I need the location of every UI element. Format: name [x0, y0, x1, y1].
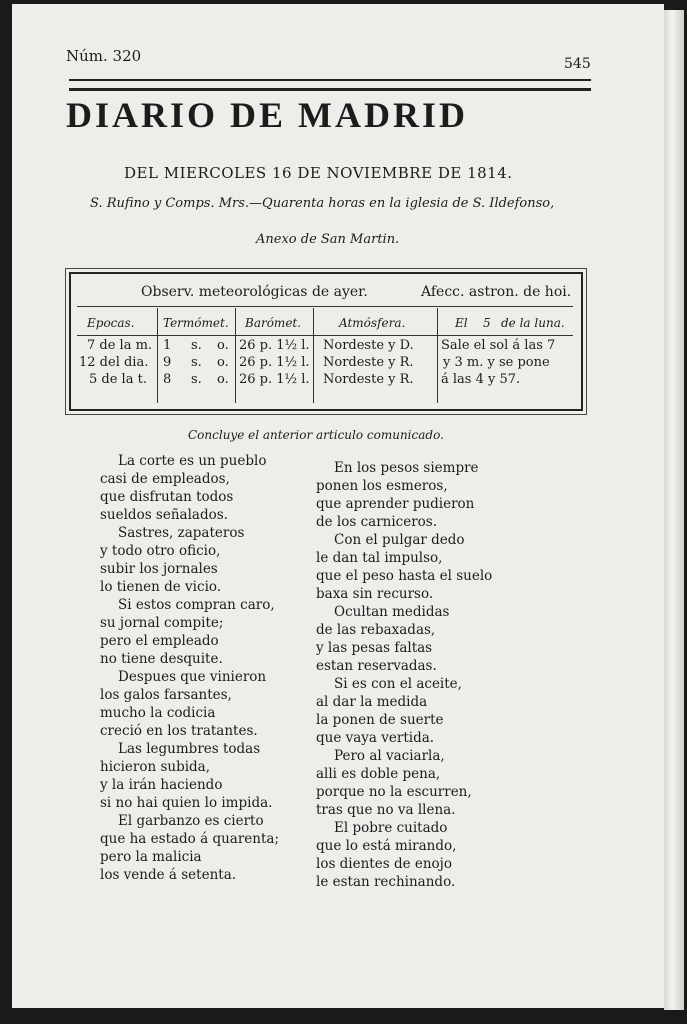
row-therm-s: s.: [191, 338, 202, 353]
poem-line: pero la malicia: [100, 849, 202, 865]
row-therm-o: o.: [217, 372, 229, 387]
poem-line: los vende á setenta.: [100, 867, 237, 883]
poem-line: alli es doble pena,: [316, 766, 441, 782]
poem-line: sueldos señalados.: [100, 507, 228, 523]
poem-line: subir los jornales: [100, 561, 218, 577]
poem-line: El pobre cuitado: [334, 820, 448, 836]
newspaper-page: [12, 4, 664, 1008]
poem-line: Si estos compran caro,: [118, 597, 275, 613]
poem-line: su jornal compite;: [100, 615, 224, 631]
row-therm-num: 1: [163, 338, 172, 353]
poem-line: que aprender pudieron: [316, 496, 475, 512]
col-epocas: Epocas.: [87, 316, 135, 330]
poem-line: al dar la medida: [316, 694, 428, 710]
poem-line: estan reservadas.: [316, 658, 437, 674]
poem-line: y todo otro oficio,: [100, 543, 221, 559]
annex-line: Anexo de San Martin.: [256, 232, 400, 247]
row-barometer: 26 p. 1½ l.: [239, 372, 310, 387]
poem-line: que vaya vertida.: [316, 730, 435, 746]
poem-line: hicieron subida,: [100, 759, 211, 775]
title-rule-bottom: [69, 88, 591, 91]
row-therm-num: 9: [163, 355, 172, 370]
row-therm-s: s.: [191, 372, 202, 387]
astro-line: Sale el sol á las 7: [441, 338, 556, 353]
poem-line: porque no la escurren,: [316, 784, 472, 800]
poem-line: le dan tal impulso,: [316, 550, 443, 566]
weather-heading: Observ. meteorológicas de ayer.: [141, 284, 368, 300]
poem-line: la ponen de suerte: [316, 712, 444, 728]
row-barometer: 26 p. 1½ l.: [239, 355, 310, 370]
poem-line: los dientes de enojo: [316, 856, 452, 872]
astro-line: á las 4 y 57.: [441, 372, 521, 387]
poem-line: El garbanzo es cierto: [118, 813, 264, 829]
poem-line: Con el pulgar dedo: [334, 532, 465, 548]
row-atmos: Nordeste y D.: [323, 338, 414, 353]
row-epoca: 12 del dia.: [79, 355, 149, 370]
issue-number: Núm. 320: [66, 47, 142, 65]
row-epoca: 5 de la t.: [89, 372, 147, 387]
column-divider: [313, 308, 314, 403]
moon-label: de la luna.: [501, 316, 565, 330]
poem-line: Pero al vaciarla,: [334, 748, 445, 764]
poem-line: tras que no va llena.: [316, 802, 456, 818]
title-rule-top: [69, 79, 591, 81]
poem-line: le estan rechinando.: [316, 874, 456, 890]
poem-line: si no hai quien lo impida.: [100, 795, 273, 811]
row-therm-o: o.: [217, 355, 229, 370]
poem-line: que ha estado á quarenta;: [100, 831, 279, 847]
col-termometro: Termómet.: [163, 316, 229, 330]
column-divider: [437, 308, 438, 403]
poem-line: de las rebaxadas,: [316, 622, 436, 638]
table-rule: [77, 306, 573, 307]
masthead-title: DIARIO DE MADRID: [66, 95, 469, 135]
poem-line: lo tienen de vicio.: [100, 579, 222, 595]
page-number: 545: [564, 56, 591, 72]
saints-line: S. Rufino y Comps. Mrs.—Quarenta horas en la iglesia de S. Ildefonso,: [90, 196, 555, 211]
poem-line: casi de empleados,: [100, 471, 230, 487]
poem-line: ponen los esmeros,: [316, 478, 448, 494]
row-barometer: 26 p. 1½ l.: [239, 338, 310, 353]
page-edge: [664, 10, 684, 1010]
astro-heading: Afecc. astron. de hoi.: [421, 284, 572, 300]
col-barometro: Barómet.: [245, 316, 302, 330]
row-therm-num: 8: [163, 372, 172, 387]
column-divider: [157, 308, 158, 403]
row-therm-s: s.: [191, 355, 202, 370]
poem-line: que lo está mirando,: [316, 838, 457, 854]
issue-date: DEL MIERCOLES 16 DE NOVIEMBRE DE 1814.: [124, 164, 513, 182]
poem-line: Si es con el aceite,: [334, 676, 462, 692]
poem-line: Despues que vinieron: [118, 669, 267, 685]
poem-line: pero el empleado: [100, 633, 219, 649]
column-divider: [235, 308, 236, 403]
row-therm-o: o.: [217, 338, 229, 353]
poem-left-column: [100, 452, 279, 884]
poem-line: La corte es un pueblo: [118, 453, 267, 469]
poem-line: que el peso hasta el suelo: [316, 568, 493, 584]
poem-line: que disfrutan todos: [100, 489, 234, 505]
poem-line: de los carniceros.: [316, 514, 438, 530]
poem-line: En los pesos siempre: [334, 460, 479, 476]
poem-line: Ocultan medidas: [334, 604, 450, 620]
poem-line: y las pesas faltas: [316, 640, 433, 656]
poem-line: mucho la codicia: [100, 705, 216, 721]
row-atmos: Nordeste y R.: [323, 372, 414, 387]
moon-day: 5: [483, 316, 491, 330]
poem-line: Las legumbres todas: [118, 741, 261, 757]
table-rule: [77, 335, 573, 336]
poem-line: baxa sin recurso.: [316, 586, 434, 602]
moon-el: El: [455, 316, 468, 330]
astro-line: y 3 m. y se pone: [443, 355, 550, 370]
poem-right-column: [316, 459, 492, 891]
poem-line: creció en los tratantes.: [100, 723, 258, 739]
row-atmos: Nordeste y R.: [323, 355, 414, 370]
poem-line: Sastres, zapateros: [118, 525, 245, 541]
row-epoca: 7 de la m.: [87, 338, 153, 353]
col-atmosfera: Atmósfera.: [339, 316, 406, 330]
poem-line: no tiene desquite.: [100, 651, 223, 667]
poem-line: y la irán haciendo: [100, 777, 223, 793]
poem-line: los galos farsantes,: [100, 687, 232, 703]
weather-table: [69, 272, 583, 411]
article-heading: Concluye el anterior articulo comunicado.: [188, 428, 444, 442]
